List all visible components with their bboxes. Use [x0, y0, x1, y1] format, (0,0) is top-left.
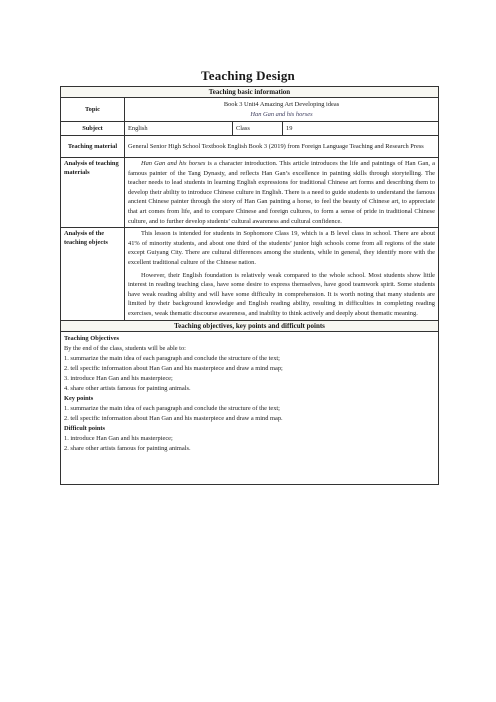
analysis-objects-paragraph-1: This lesson is intended for students in Sophomore Class 19, which is a B level class in school. There are about 41% of minority students, and about one third of the students’ junior high schools come from all regions of the state except Guiyang City. There are cultural differences among the students, while in general, they identify more with the excellent traditional culture of the Chinese nation.: [128, 230, 435, 266]
basic-info-header: Teaching basic information: [61, 87, 439, 98]
teaching-design-table: [60, 86, 439, 485]
topic-line-1: Book 3 Unit4 Amazing Art Developing ideas: [223, 100, 340, 108]
difficult-point-item: 2. share other artists famous for painting animals.: [64, 444, 191, 452]
analysis-material-label: Analysis of teaching materials: [61, 158, 125, 228]
objectives-section-header: Teaching objectives, key points and difficult points: [61, 320, 439, 331]
topic-value: [125, 98, 439, 122]
analysis-material-text: [125, 158, 439, 228]
difficult-points-heading: Difficult points: [64, 424, 106, 432]
subject-value: English: [125, 122, 233, 136]
key-points-heading: Key points: [64, 394, 94, 402]
objectives-content: [61, 331, 439, 484]
objective-item: 3. introduce Han Gan and his masterpiece;: [64, 374, 173, 382]
class-value: 19: [283, 122, 439, 136]
material-value: General Senior High School Textbook English Book 3 (2019) from Foreign Language Teaching and Research Press: [125, 136, 439, 158]
analysis-material-lead: Han Gan and his horses: [141, 160, 206, 167]
key-point-item: 2. tell specific information about Han Gan and his masterpiece and draw a mind map.: [64, 414, 283, 422]
analysis-objects-paragraph-2: However, their English foundation is relatively weak compared to the whole school. Most students show little interest in reading teaching class, have some desire to express themselves, have good teamwork spirit. Some students have weak reading ability and will have some difficulty in comprehension. It is worth noting that many students are limited by their background knowledge and English reading ability, resulting in difficulties in completing reading exercises, weak thematic discourse awareness, and inability to think actively and deeply about thematic meaning.: [128, 271, 435, 317]
analysis-objects-label: Analysis of the teaching objects: [61, 228, 125, 320]
blank-space: [64, 454, 435, 482]
objectives-intro: By the end of the class, students will be able to:: [64, 344, 186, 352]
analysis-material-paragraph: [128, 159, 435, 226]
topic-line-2: Han Gan and his horses: [250, 110, 313, 118]
key-point-item: 1. summarize the main idea of each paragraph and conclude the structure of the text;: [64, 404, 280, 412]
page-title: Teaching Design: [201, 68, 295, 83]
topic-label: Topic: [61, 98, 125, 122]
subject-label: Subject: [61, 122, 125, 136]
objectives-heading: Teaching Objectives: [64, 334, 119, 342]
objective-item: 2. tell specific information about Han Gan and his masterpiece and draw a mind map;: [64, 364, 283, 372]
objective-item: 4. share other artists famous for painting animals.: [64, 384, 191, 392]
analysis-material-body: is a character introduction. This article introduces the life and paintings of Han Gan, a famous painter of the Tang Dynasty, and reflects Han Gan’s excellence in painting skills through storytelling. The teacher needs to lead students in learning English expressions for traditional Chinese art forms and describing them to develop their ability to introduce Chinese culture in English. There is a need to guide students to understand the famous ancient Chinese painter through the story of Han Gan painting a horse, to feel the beauty of Chinese art, to appreciate that art comes from life, and to compare Chinese and foreign cultures, to form a sense of pride in traditional Chinese culture, and to further develop students’ cultural awareness and cultural confidence.: [128, 160, 435, 225]
analysis-objects-text: [125, 228, 439, 320]
objective-item: 1. summarize the main idea of each paragraph and conclude the structure of the text;: [64, 354, 280, 362]
class-label: Class: [233, 122, 283, 136]
difficult-point-item: 1. introduce Han Gan and his masterpiece;: [64, 434, 173, 442]
material-label: Teaching material: [61, 136, 125, 158]
